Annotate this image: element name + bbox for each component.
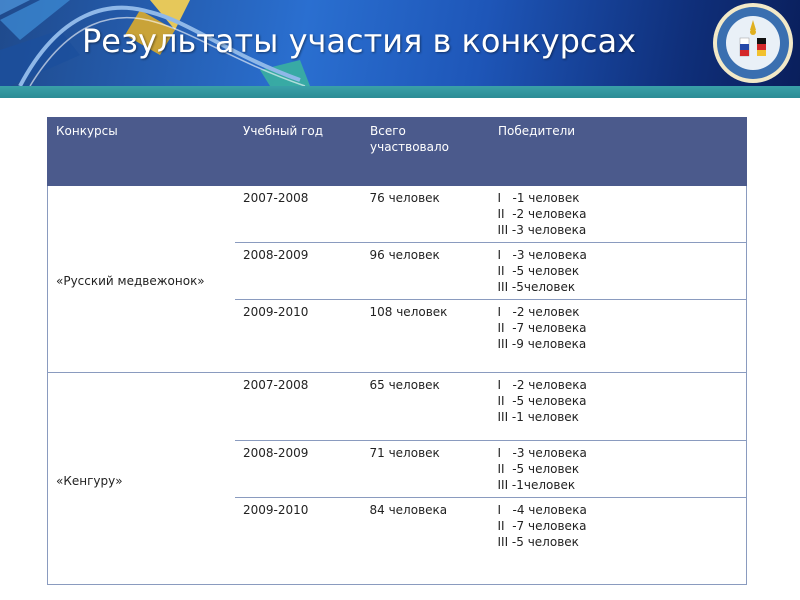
school-emblem-icon <box>712 2 794 84</box>
winner-line: II -5 человека <box>497 394 587 408</box>
total-cell: 108 человек <box>362 300 490 373</box>
winner-line: II -5 человек <box>497 462 580 476</box>
winner-line: III -5 человек <box>497 535 579 549</box>
winner-line: III -1человек <box>497 478 576 492</box>
header-total <box>362 118 490 186</box>
total-cell: 76 человек <box>362 186 490 243</box>
winner-line: I -4 человека <box>497 503 587 517</box>
winner-line: II -5 человек <box>497 264 580 278</box>
header-total-line-2: участвовало <box>370 140 449 154</box>
total-cell: 65 человек <box>362 373 490 441</box>
contest-name: «Русский медвежонок» <box>48 186 235 373</box>
contest-name: «Кенгуру» <box>48 373 235 585</box>
year-cell: 2008-2009 <box>235 243 362 300</box>
winner-line: I -2 человек <box>497 305 580 319</box>
total-cell: 96 человек <box>362 243 490 300</box>
winners-cell <box>490 498 747 585</box>
winner-line: I -1 человек <box>497 191 580 205</box>
total-cell: 71 человек <box>362 441 490 498</box>
table-row <box>48 186 747 243</box>
winner-line: III -1 человек <box>497 410 579 424</box>
winner-line: II -7 человека <box>497 321 587 335</box>
winner-line: III -5человек <box>497 280 576 294</box>
year-cell: 2007-2008 <box>235 186 362 243</box>
winner-line: II -7 человека <box>497 519 587 533</box>
slide-title: Результаты участия в конкурсах <box>82 22 637 60</box>
winner-line: II -2 человека <box>497 207 587 221</box>
winner-line: III -3 человека <box>497 223 587 237</box>
winner-line: I -2 человека <box>497 378 587 392</box>
winner-line: I -3 человека <box>497 248 587 262</box>
year-cell: 2008-2009 <box>235 441 362 498</box>
winners-cell <box>490 441 747 498</box>
contest-results-table <box>47 117 747 585</box>
year-cell: 2009-2010 <box>235 498 362 585</box>
year-cell: 2007-2008 <box>235 373 362 441</box>
banner-accent-strip <box>0 86 800 98</box>
winners-cell <box>490 373 747 441</box>
winners-cell <box>490 243 747 300</box>
winner-line: I -3 человека <box>497 446 587 460</box>
header-contest: Конкурсы <box>48 118 235 186</box>
header-total-line-1: Всего <box>370 124 406 138</box>
title-banner <box>0 0 800 86</box>
winner-line: III -9 человека <box>497 337 587 351</box>
winners-cell <box>490 186 747 243</box>
total-cell: 84 человека <box>362 498 490 585</box>
header-winners: Победители <box>490 118 747 186</box>
header-year: Учебный год <box>235 118 362 186</box>
year-cell: 2009-2010 <box>235 300 362 373</box>
table-row <box>48 373 747 441</box>
table-header-row <box>48 118 747 186</box>
winners-cell <box>490 300 747 373</box>
